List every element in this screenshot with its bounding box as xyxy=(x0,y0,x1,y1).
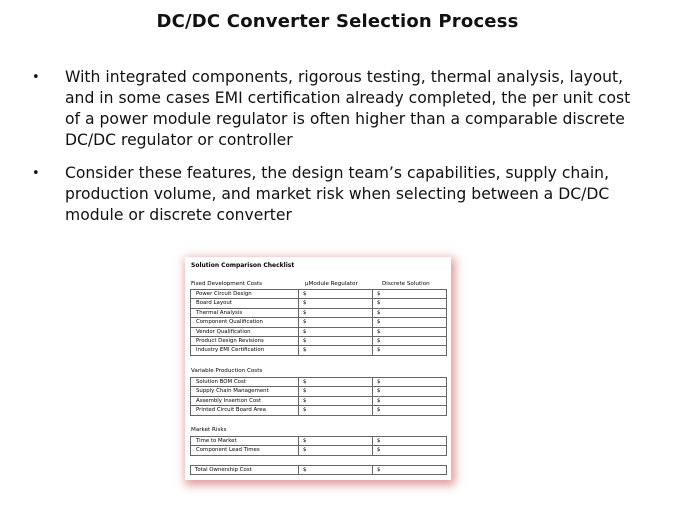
row-label: Component Qualification xyxy=(191,318,299,327)
module-cost-cell: $ xyxy=(299,387,373,396)
module-cost-cell: $ xyxy=(299,346,373,355)
table-row xyxy=(191,290,447,299)
row-label: Solution BOM Cost xyxy=(191,378,299,387)
table-row xyxy=(191,346,447,355)
bullet-item xyxy=(30,163,650,226)
row-label: Total Ownership Cost xyxy=(191,466,299,475)
section-label: Market Risks xyxy=(191,427,227,433)
discrete-cost-cell: $ xyxy=(373,446,447,455)
column-header-module: μModule Regulator xyxy=(305,281,358,287)
bullet-list xyxy=(30,67,650,238)
row-label: Assembly Insertion Cost xyxy=(191,396,299,405)
row-label: Board Layout xyxy=(191,299,299,308)
bullet-marker: • xyxy=(32,166,40,181)
table-row xyxy=(191,466,447,475)
discrete-cost-cell: $ xyxy=(373,318,447,327)
module-cost-cell: $ xyxy=(299,378,373,387)
total-cost-table xyxy=(190,465,447,475)
module-cost-cell: $ xyxy=(299,446,373,455)
row-label: Supply Chain Management xyxy=(191,387,299,396)
discrete-cost-cell: $ xyxy=(373,308,447,317)
bullet-text: Consider these features, the design team’s capabilities, supply chain, production volume, and market risk when selecting between a DC/DC module or discrete converter xyxy=(65,164,610,224)
module-cost-cell: $ xyxy=(299,290,373,299)
table-row xyxy=(191,308,447,317)
row-label: Thermal Analysis xyxy=(191,308,299,317)
row-label: Product Design Revisions xyxy=(191,337,299,346)
checklist-title: Solution Comparison Checklist xyxy=(191,262,295,269)
discrete-cost-cell: $ xyxy=(373,378,447,387)
module-cost-cell: $ xyxy=(299,466,373,475)
discrete-cost-cell: $ xyxy=(373,396,447,405)
discrete-cost-cell: $ xyxy=(373,406,447,415)
module-cost-cell: $ xyxy=(299,396,373,405)
discrete-cost-cell: $ xyxy=(373,290,447,299)
bullet-item xyxy=(30,67,650,151)
module-cost-cell: $ xyxy=(299,318,373,327)
table-row xyxy=(191,396,447,405)
slide-title: DC/DC Converter Selection Process xyxy=(156,11,519,32)
bullet-text: With integrated components, rigorous testing, thermal analysis, layout, and in some cases EMI certification already completed, the per unit cost of a power module regulator is often higher than a comparable discrete DC/DC regulator or controller xyxy=(65,68,631,149)
row-label: Time to Market xyxy=(191,437,299,446)
table-row xyxy=(191,318,447,327)
section-label: Variable Production Costs xyxy=(191,368,263,374)
discrete-cost-cell: $ xyxy=(373,299,447,308)
table-row xyxy=(191,446,447,455)
table-row xyxy=(191,337,447,346)
discrete-cost-cell: $ xyxy=(373,346,447,355)
column-header-discrete: Discrete Solution xyxy=(382,281,430,287)
table-row xyxy=(191,378,447,387)
comparison-checklist-image xyxy=(185,257,451,480)
module-cost-cell: $ xyxy=(299,327,373,336)
row-label: Printed Circuit Board Area xyxy=(191,406,299,415)
module-cost-cell: $ xyxy=(299,437,373,446)
module-cost-cell: $ xyxy=(299,337,373,346)
table-row xyxy=(191,406,447,415)
discrete-cost-cell: $ xyxy=(373,387,447,396)
fixed-costs-table xyxy=(190,289,447,356)
table-row xyxy=(191,387,447,396)
section-label: Fixed Development Costs xyxy=(191,281,263,287)
row-label: Component Lead Times xyxy=(191,446,299,455)
variable-costs-table xyxy=(190,377,447,416)
row-label: Vendor Qualification xyxy=(191,327,299,336)
module-cost-cell: $ xyxy=(299,299,373,308)
market-risks-table xyxy=(190,436,447,456)
table-row xyxy=(191,437,447,446)
bullet-marker: • xyxy=(32,70,40,85)
table-row xyxy=(191,327,447,336)
module-cost-cell: $ xyxy=(299,308,373,317)
module-cost-cell: $ xyxy=(299,406,373,415)
discrete-cost-cell: $ xyxy=(373,327,447,336)
discrete-cost-cell: $ xyxy=(373,437,447,446)
discrete-cost-cell: $ xyxy=(373,337,447,346)
discrete-cost-cell: $ xyxy=(373,466,447,475)
table-row xyxy=(191,299,447,308)
row-label: Power Circuit Design xyxy=(191,290,299,299)
row-label: Industry EMI Certification xyxy=(191,346,299,355)
